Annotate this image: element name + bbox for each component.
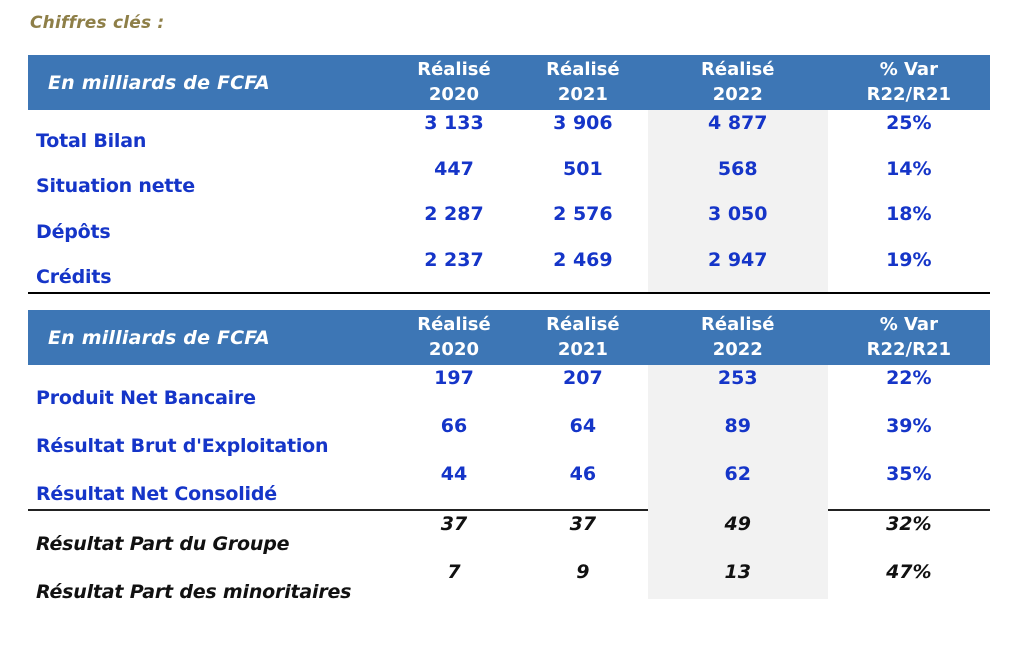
cell-value: 2 576 [553, 203, 613, 225]
cell-value: 37 [569, 513, 597, 535]
table-body [28, 365, 990, 607]
column-header-2020: Réalisé 2020 [417, 314, 491, 360]
cell-value: 4 877 [707, 112, 768, 134]
table-row-part-minoritaires [28, 559, 990, 607]
cell-value: 447 [434, 157, 474, 180]
column-header-2021: Réalisé 2021 [546, 59, 620, 105]
cell-value: 2 947 [707, 248, 768, 271]
cell-value: 568 [717, 157, 758, 180]
cell-value: 3 133 [424, 112, 484, 134]
row-label: Résultat Part du Groupe [36, 533, 290, 555]
cell-value: 2 469 [553, 248, 613, 271]
cell-value: 501 [563, 157, 603, 180]
cell-value: 39% [886, 415, 932, 437]
cell-value: 32% [886, 513, 932, 535]
row-label: Total Bilan [36, 129, 147, 152]
table-row-part-groupe [28, 511, 990, 559]
cell-value: 22% [886, 367, 932, 389]
row-label: Crédits [36, 266, 112, 288]
column-header-2021: Réalisé 2021 [546, 314, 620, 360]
cell-value: 7 [447, 561, 461, 583]
balance-sheet-table [28, 55, 990, 294]
cell-value: 9 [576, 561, 590, 583]
table-row-total-bilan [28, 110, 990, 156]
cell-value: 62 [724, 463, 751, 485]
cell-value: 25% [886, 112, 932, 134]
table-body [28, 110, 990, 294]
cell-value: 2 287 [424, 203, 484, 225]
row-label: Dépôts [36, 220, 111, 243]
cell-value: 46 [569, 463, 597, 485]
table-row-rnc [28, 461, 990, 509]
cell-value: 207 [563, 367, 603, 389]
consolidated-results-block [28, 365, 990, 511]
table-row-depots [28, 201, 990, 247]
cell-value: 14% [886, 157, 932, 180]
column-header-var: % Var R22/R21 [866, 314, 952, 360]
cell-value: 13 [724, 561, 751, 583]
cell-value: 197 [434, 367, 474, 389]
cell-value: 35% [886, 463, 932, 485]
row-label: Résultat Net Consolidé [36, 483, 277, 505]
cell-value: 47% [886, 561, 932, 583]
row-label: Résultat Brut d'Exploitation [36, 435, 329, 457]
table-row-situation-nette [28, 156, 990, 202]
row-label: Situation nette [36, 175, 195, 197]
table-row-pnb [28, 365, 990, 413]
cell-value: 3 906 [553, 112, 613, 134]
column-header-2022: Réalisé 2022 [701, 314, 775, 360]
cell-value: 2 237 [424, 248, 484, 271]
cell-value: 49 [724, 513, 751, 535]
cell-value: 18% [886, 203, 932, 225]
row-label: Résultat Part des minoritaires [36, 581, 352, 603]
cell-value: 44 [440, 463, 468, 485]
column-header-2020: Réalisé 2020 [417, 59, 491, 105]
column-header-var: % Var R22/R21 [866, 59, 952, 105]
row-label: Produit Net Bancaire [36, 387, 256, 409]
unit-label: En milliards de FCFA [48, 326, 270, 349]
table-header-row [28, 310, 990, 365]
table-row-rbe [28, 413, 990, 461]
cell-value: 19% [886, 248, 932, 271]
table-header-row [28, 55, 990, 110]
cell-value: 253 [717, 367, 758, 389]
cell-value: 66 [440, 415, 468, 437]
cell-value: 3 050 [707, 203, 768, 225]
cell-value: 64 [569, 415, 597, 437]
page-title: Chiffres clés : [30, 13, 165, 33]
income-statement-table [28, 310, 990, 607]
unit-label: En milliards de FCFA [48, 71, 270, 94]
cell-value: 37 [440, 513, 468, 535]
cell-value: 89 [724, 415, 751, 437]
table-row-credits [28, 247, 990, 293]
column-header-2022: Réalisé 2022 [701, 59, 775, 105]
